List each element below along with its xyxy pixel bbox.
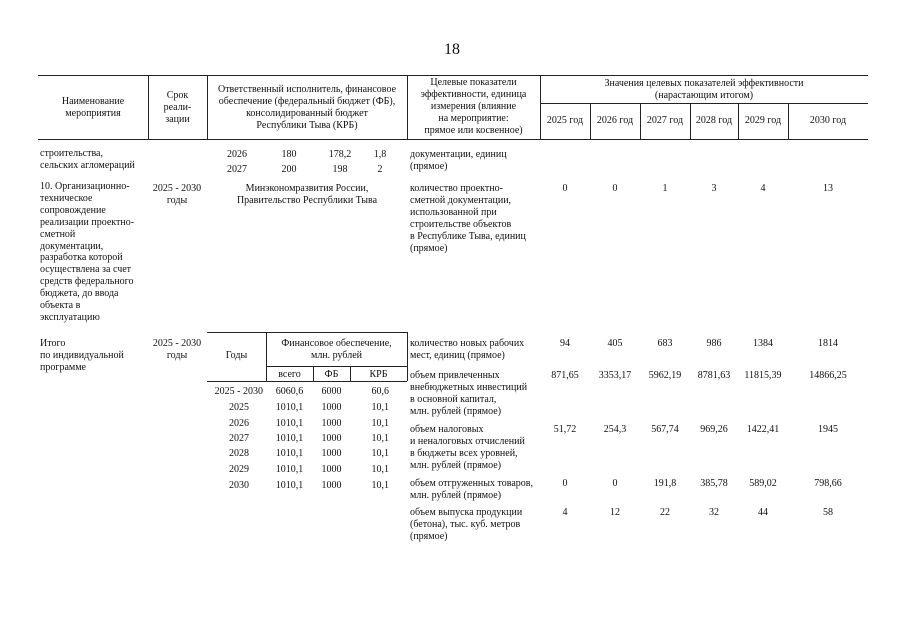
header-term-line: реали-	[163, 102, 192, 113]
fin-row-year: 2025 - 2030	[214, 386, 263, 397]
fin-row-year: 2029	[229, 464, 249, 475]
row10-name-line: 10. Организационно-	[40, 181, 130, 192]
header-target	[407, 77, 540, 137]
cont-row-indicator	[410, 149, 507, 173]
fin-row-fb: 1000	[321, 402, 342, 413]
fin-title	[266, 338, 407, 362]
ind2-value-2028: 8781,63	[697, 370, 731, 381]
ind3-value-2029: 1422,41	[746, 424, 780, 435]
fin-row-total: 1010,1	[275, 464, 304, 475]
cont-fin-total: 180	[281, 149, 297, 160]
fin-subheader-top	[266, 366, 407, 367]
header-resp-line: Республики Тыва (КРБ)	[256, 120, 358, 131]
ind2-value-2027: 5962,19	[648, 370, 682, 381]
ind1-value-2025: 94	[560, 338, 570, 349]
row10-name-line: средств федерального	[40, 276, 134, 288]
fin-row-krb: 60,6	[371, 386, 389, 397]
row10-name-line: разработка которой	[40, 252, 123, 264]
fin-col-total: всего	[278, 369, 301, 380]
row10-indicator	[410, 183, 526, 255]
indicator-line: (бетона), тыс. куб. метров	[410, 519, 521, 530]
row10-value-2030: 13	[823, 183, 833, 194]
header-target-line: Целевые показатели	[430, 77, 517, 88]
fin-row-krb: 10,1	[371, 418, 389, 429]
ind3-value-2030: 1945	[818, 424, 838, 435]
ind2-value-2029: 11815,39	[744, 370, 782, 381]
ind5-value-2030: 58	[823, 507, 833, 518]
row10-name-line: эксплуатацию	[40, 311, 100, 323]
ind4-value-2026: 0	[612, 478, 618, 489]
fin-title-line: млн. рублей	[310, 350, 363, 361]
row10-value-2028: 3	[711, 183, 717, 194]
cont-name-line: сельских агломераций	[40, 160, 135, 171]
indicator-line: внебюджетных инвестиций	[410, 382, 528, 393]
ind3-value-2025: 51,72	[553, 424, 577, 435]
total-indicator	[410, 478, 533, 502]
total-term-line: 2025 - 2030	[152, 338, 202, 349]
row10-responsible	[207, 183, 407, 207]
header-resp-line: консолидированный бюджет	[246, 108, 368, 119]
cont-row-name	[40, 148, 135, 172]
fin-row-fb: 1000	[321, 433, 342, 444]
header-year-2027: 2027 год	[646, 115, 684, 126]
header-year-2030: 2030 год	[809, 115, 847, 126]
header-target-line: измерения (влияние	[430, 101, 517, 112]
fin-row-krb: 10,1	[371, 480, 389, 491]
row10-name-line: реализации проектно-	[40, 216, 135, 228]
header-resp-line: Ответственный исполнитель, финансовое	[217, 84, 397, 95]
header-bottom-border	[38, 139, 868, 140]
total-name-line: программе	[40, 362, 86, 373]
page-number: 18	[444, 41, 460, 58]
ind5-value-2027: 22	[660, 507, 670, 518]
total-indicator	[410, 370, 527, 418]
row10-indicator-line: в Республике Тыва, единиц	[410, 231, 526, 242]
fin-col-krb: КРБ	[369, 369, 388, 380]
row10-resp-line: Правительство Республики Тыва	[236, 195, 378, 206]
indicator-line: объем привлеченных	[410, 370, 500, 381]
row10-name-line: документации,	[40, 240, 104, 252]
header-values	[540, 78, 868, 102]
ind1-value-2027: 683	[657, 338, 673, 349]
cont-indicator-line: документации, единиц	[410, 149, 507, 160]
table-top-border	[38, 75, 868, 76]
fin-right-border	[407, 332, 408, 381]
ind5-value-2026: 12	[610, 507, 620, 518]
ind1-value-2028: 986	[706, 338, 722, 349]
header-target-line: прямое или косвенное)	[424, 125, 523, 136]
indicator-line: мест, единиц (прямое)	[410, 350, 505, 361]
total-term	[146, 338, 208, 362]
fin-row-year: 2028	[229, 448, 249, 459]
row10-name-line: сметной	[40, 228, 76, 240]
indicator-line: объем выпуска продукции	[410, 507, 523, 518]
ind3-value-2028: 969,26	[700, 424, 728, 435]
row10-indicator-line: строительстве объектов	[410, 219, 512, 230]
indicator-line: в бюджеты всех уровней,	[410, 448, 518, 459]
row10-resp-line: Минэкономразвития России,	[245, 183, 369, 194]
fin-row-krb: 10,1	[371, 433, 389, 444]
fin-row-krb: 10,1	[371, 448, 389, 459]
total-indicator	[410, 507, 522, 543]
fin-row-total: 1010,1	[275, 480, 304, 491]
fin-title-line: Финансовое обеспечение,	[281, 338, 392, 349]
fin-row-year: 2026	[229, 418, 249, 429]
ind4-value-2025: 0	[562, 478, 568, 489]
row10-term	[146, 183, 208, 207]
cont-name-line: строительства,	[40, 148, 103, 159]
fin-row-total: 1010,1	[275, 402, 304, 413]
ind2-value-2030: 14866,25	[809, 370, 847, 381]
row10-name-line: техническое	[40, 192, 93, 204]
indicator-line: (прямое)	[410, 531, 448, 542]
ind4-value-2030: 798,66	[814, 478, 842, 489]
fin-header-bottom	[207, 381, 407, 382]
fin-table-top	[207, 332, 407, 333]
cont-fin-year: 2026	[227, 149, 247, 160]
row10-value-2029: 4	[760, 183, 766, 194]
row10-name	[40, 181, 134, 324]
indicator-line: млн. рублей (прямое)	[410, 406, 502, 417]
header-term-line: зации	[165, 114, 190, 125]
ind5-value-2029: 44	[758, 507, 768, 518]
header-name-line: Наименование	[61, 96, 125, 107]
ind5-value-2025: 4	[562, 507, 568, 518]
indicator-line: млн. рублей (прямое)	[410, 490, 502, 501]
ind2-value-2025: 871,65	[551, 370, 579, 381]
ind2-value-2026: 3353,17	[598, 370, 632, 381]
total-name-line: по индивидуальной	[40, 350, 124, 361]
indicator-line: количество новых рабочих	[410, 338, 525, 349]
row10-indicator-line: использованной при	[410, 207, 497, 218]
fin-col-fb: ФБ	[324, 369, 339, 380]
header-target-line: эффективности, единица	[420, 89, 527, 100]
header-responsible	[207, 84, 407, 132]
row10-term-line: годы	[166, 195, 188, 206]
fin-row-year: 2027	[229, 433, 249, 444]
header-target-line: на мероприятие:	[438, 113, 509, 124]
ind1-value-2029: 1384	[753, 338, 773, 349]
total-indicator	[410, 338, 524, 362]
header-values-line: Значения целевых показателей эффективности	[604, 78, 804, 89]
ind5-value-2028: 32	[709, 507, 719, 518]
fin-row-krb: 10,1	[371, 402, 389, 413]
row10-name-line: бюджета, до ввода	[40, 288, 119, 300]
indicator-line: в основной капитал,	[410, 394, 497, 405]
row10-value-2027: 1	[662, 183, 668, 194]
row10-indicator-line: сметной документации,	[410, 195, 512, 206]
fin-row-total: 1010,1	[275, 448, 304, 459]
fin-row-total: 1010,1	[275, 418, 304, 429]
row10-name-line: объекта в	[40, 300, 81, 312]
cont-fin-year: 2027	[227, 164, 247, 175]
header-year-2026: 2026 год	[596, 115, 634, 126]
fin-row-fb: 1000	[321, 448, 342, 459]
ind3-value-2027: 567,74	[651, 424, 679, 435]
cont-fin-fb: 198	[332, 164, 348, 175]
header-year-2025: 2025 год	[546, 115, 584, 126]
row10-value-2026: 0	[612, 183, 618, 194]
ind4-value-2028: 385,78	[700, 478, 728, 489]
row10-indicator-line: (прямое)	[410, 243, 448, 254]
fin-row-year: 2030	[229, 480, 249, 491]
total-name	[40, 338, 124, 374]
header-term-line: Срок	[166, 90, 189, 101]
header-year-2028: 2028 год	[695, 115, 733, 126]
fin-row-total: 6060,6	[275, 386, 304, 397]
cont-fin-krb: 1,8	[373, 149, 387, 160]
indicator-line: и неналоговых отчислений	[410, 436, 525, 447]
header-name-line: мероприятия	[65, 108, 121, 119]
ind4-value-2027: 191,8	[653, 478, 677, 489]
total-term-line: годы	[166, 350, 188, 361]
cont-fin-total: 200	[281, 164, 297, 175]
ind3-value-2026: 254,3	[603, 424, 627, 435]
indicator-line: млн. рублей (прямое)	[410, 460, 502, 471]
ind1-value-2030: 1814	[818, 338, 838, 349]
header-resp-line: обеспечение (федеральный бюджет (ФБ),	[218, 96, 396, 107]
ind1-value-2026: 405	[607, 338, 623, 349]
header-term	[148, 90, 207, 126]
total-name-line: Итого	[40, 338, 66, 349]
cont-fin-fb: 178,2	[328, 149, 352, 160]
row10-value-2025: 0	[562, 183, 568, 194]
indicator-line: объем налоговых	[410, 424, 484, 435]
cont-fin-krb: 2	[377, 164, 383, 175]
header-name	[38, 96, 148, 120]
fin-row-fb: 1000	[321, 418, 342, 429]
fin-row-total: 1010,1	[275, 433, 304, 444]
header-year-2029: 2029 год	[744, 115, 782, 126]
fin-row-fb: 6000	[321, 386, 342, 397]
fin-row-krb: 10,1	[371, 464, 389, 475]
fin-row-year: 2025	[229, 402, 249, 413]
ind4-value-2029: 589,02	[749, 478, 777, 489]
header-values-line: (нарастающим итогом)	[654, 90, 754, 101]
row10-name-line: осуществлена за счет	[40, 264, 132, 276]
row10-indicator-line: количество проектно-	[410, 183, 503, 194]
fin-row-fb: 1000	[321, 480, 342, 491]
fin-years-label: Годы	[225, 350, 248, 361]
row10-term-line: 2025 - 2030	[152, 183, 202, 194]
fin-row-fb: 1000	[321, 464, 342, 475]
cont-indicator-line: (прямое)	[410, 161, 448, 172]
indicator-line: объем отгруженных товаров,	[410, 478, 533, 489]
total-indicator	[410, 424, 525, 472]
row10-name-line: сопровождение	[40, 204, 106, 216]
